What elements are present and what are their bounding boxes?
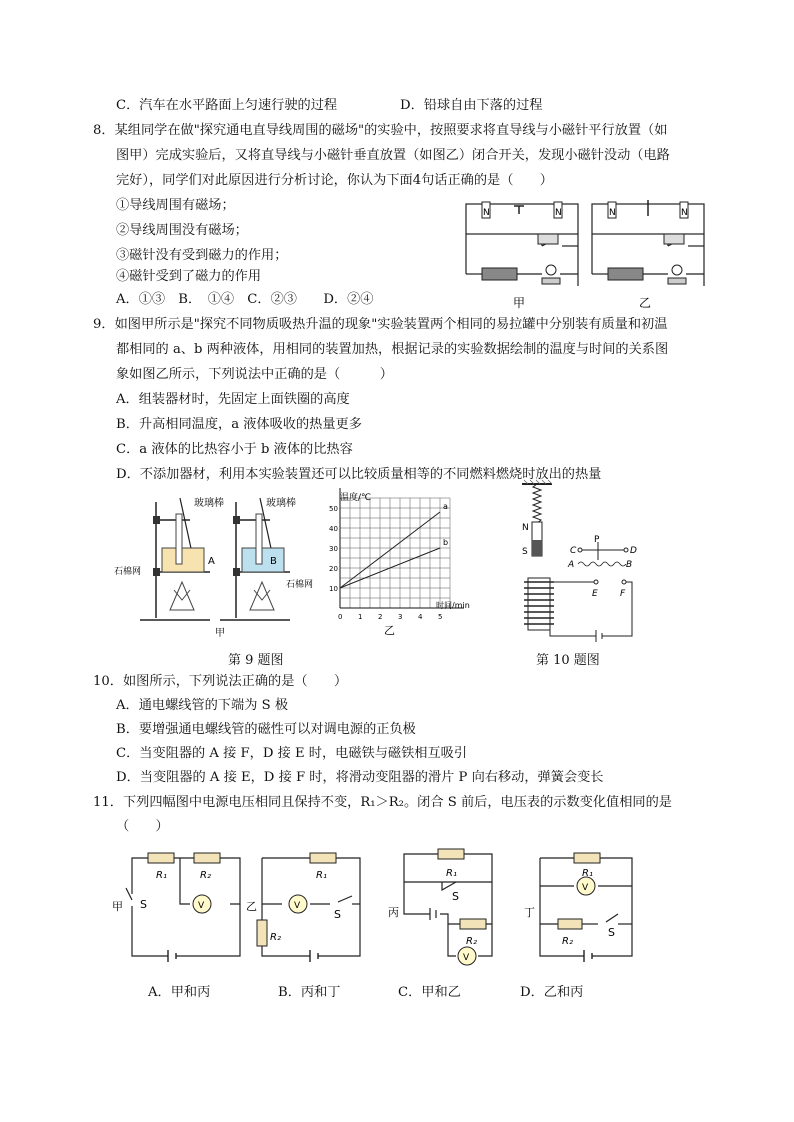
q9-temperature-time-chart bbox=[318, 488, 478, 638]
q11-yi-voltmeter: V bbox=[294, 901, 301, 911]
y-tick-label: 40 bbox=[329, 525, 338, 533]
q8-fig-yi-label: 乙 bbox=[639, 296, 652, 310]
q9-mesh-label-2: 石棉网 bbox=[286, 580, 314, 590]
q10-label-n: N bbox=[522, 523, 529, 533]
q9-stem-line1: 9．如图甲所示是"探究不同物质吸热升温的现象"实验装置两个相同的易拉罐中分别装有质量和初温 bbox=[93, 317, 668, 332]
q10-label-p: P bbox=[594, 535, 600, 545]
y-tick-label: 10 bbox=[329, 585, 338, 593]
q11-ding-r1: R₁ bbox=[582, 868, 593, 879]
q11-bing-r1: R₁ bbox=[446, 868, 457, 879]
q10-option-d: D．当变阻器的 A 接 E，D 接 F 时，将滑动变阻器的滑片 P 向右移动，弹簧会变长 bbox=[116, 770, 604, 785]
q9-rod-label-1: 玻璃棒 bbox=[194, 498, 224, 509]
q10-option-b: B．要增强通电螺线管的磁性可以对调电源的正负极 bbox=[116, 722, 416, 737]
q10-label-f: F bbox=[620, 589, 626, 599]
q11-ding-voltmeter: V bbox=[582, 883, 589, 893]
q11-option-b: B．丙和丁 bbox=[278, 985, 341, 1000]
q9-option-b: B．升高相同温度，a 液体吸收的热量更多 bbox=[116, 417, 362, 432]
q11-ding-switch: S bbox=[608, 926, 615, 939]
q8-stem-line3: 完好），同学们对此原因进行分析讨论，你认为下面4句话正确的是（ ） bbox=[116, 173, 553, 188]
y-tick-label: 20 bbox=[329, 565, 338, 573]
series-label-a: a bbox=[443, 502, 448, 511]
q11-stem-line2: （ ） bbox=[116, 819, 169, 834]
q7-option-d: D．铅球自由下落的过程 bbox=[400, 98, 543, 113]
q10-label-c: C bbox=[570, 546, 577, 556]
q8-statement-4: ④磁针受到了磁力的作用 bbox=[116, 269, 262, 284]
q9-fig-jia-label: 甲 bbox=[215, 628, 225, 639]
q11-option-d: D．乙和丙 bbox=[520, 985, 584, 1000]
q11-bing-r2: R₂ bbox=[466, 936, 477, 947]
q9-rod-label-2: 玻璃棒 bbox=[266, 498, 296, 509]
q11-label-jia: 甲 bbox=[112, 900, 123, 913]
q10-label-a: A bbox=[568, 560, 575, 570]
q8-stem-line1: 8．某组同学在做"探究通电直导线周围的磁场"的实验中，按照要求将直导线与小磁针平行放置（如 bbox=[93, 123, 668, 138]
q7-option-c: C．汽车在水平路面上匀速行驶的过程 bbox=[116, 98, 338, 113]
q11-jia-voltmeter: V bbox=[198, 901, 205, 911]
q9-option-d: D．不添加器材，利用本实验装置还可以比较质量相等的不同燃料燃烧时放出的热量 bbox=[116, 467, 602, 482]
x-tick-label: 0 bbox=[338, 613, 343, 621]
q10-label-e: E bbox=[592, 589, 598, 599]
q11-stem-line1: 11．下列四幅图中电源电压相同且保持不变，R₁＞R₂。闭合 S 前后，电压表的示数变化值相同的是 bbox=[93, 795, 672, 810]
chart-figure-label: 乙 bbox=[384, 624, 395, 637]
q10-caption: 第 10 题图 bbox=[536, 653, 600, 668]
x-tick-label: 5 bbox=[438, 613, 443, 621]
chart-tick-labels bbox=[329, 505, 442, 621]
x-tick-label: 4 bbox=[418, 613, 423, 621]
q8-yi-pole-n-left: N bbox=[609, 208, 616, 218]
q10-option-a: A．通电螺线管的下端为 S 极 bbox=[116, 698, 289, 713]
chart-grid bbox=[340, 498, 450, 608]
q11-label-yi: 乙 bbox=[246, 900, 257, 913]
q10-label-d: D bbox=[630, 546, 637, 556]
q8-statement-1: ①导线周围有磁场； bbox=[116, 198, 235, 213]
q9-stem-line3: 象如图乙所示，下列说法中正确的是（ ） bbox=[116, 367, 393, 382]
q9-stem-line2: 都相同的 a、b 两种液体，用相同的装置加热，根据记录的实验数据绘制的温度与时间的关系图 bbox=[116, 342, 669, 357]
y-tick-label: 50 bbox=[329, 505, 338, 513]
q11-yi-switch: S bbox=[334, 908, 341, 921]
chart-y-axis-label: 温度/℃ bbox=[340, 493, 372, 503]
q9-apparatus-figure bbox=[110, 490, 315, 640]
chart-x-axis-label: 时间/min bbox=[436, 601, 470, 610]
q9-mesh-label-1: 石棉网 bbox=[114, 567, 142, 577]
q11-jia-r1: R₁ bbox=[156, 870, 167, 881]
q8-statement-3: ③磁针没有受到磁力的作用； bbox=[116, 248, 288, 263]
x-tick-label: 2 bbox=[378, 613, 383, 621]
q11-option-a: A．甲和丙 bbox=[148, 985, 211, 1000]
q8-jia-pole-n-right: N bbox=[555, 208, 562, 218]
q9-option-c: C．a 液体的比热容小于 b 液体的比热容 bbox=[116, 442, 353, 457]
y-tick-label: 30 bbox=[329, 545, 338, 553]
q11-bing-switch: S bbox=[452, 890, 459, 903]
q10-option-c: C．当变阻器的 A 接 F，D 接 E 时，电磁铁与磁铁相互吸引 bbox=[116, 746, 468, 761]
q10-label-b: B bbox=[626, 560, 633, 570]
series-label-b: b bbox=[443, 538, 449, 547]
q9-liquid-a-label: A bbox=[208, 556, 215, 567]
q8-statement-2: ②导线周围没有磁场； bbox=[116, 223, 248, 238]
q11-yi-r2: R₂ bbox=[270, 932, 281, 943]
q11-ding-r2: R₂ bbox=[562, 936, 573, 947]
q8-circuit-figure bbox=[462, 196, 714, 314]
q10-label-s: S bbox=[522, 547, 528, 557]
q8-options: A．①③ B． ①④ C．②③ D．②④ bbox=[116, 292, 374, 307]
q11-jia-r2: R₂ bbox=[200, 870, 211, 881]
q11-yi-r1: R₁ bbox=[316, 870, 327, 881]
q9-option-a: A．组装器材时，先固定上面铁圈的高度 bbox=[116, 392, 350, 407]
q11-bing-voltmeter: V bbox=[463, 953, 470, 963]
q11-jia-switch: S bbox=[140, 898, 147, 911]
q11-option-c: C．甲和乙 bbox=[398, 985, 461, 1000]
q8-fig-jia-label: 甲 bbox=[513, 296, 526, 310]
x-tick-label: 1 bbox=[358, 613, 363, 621]
q10-electromagnet-figure bbox=[506, 478, 646, 643]
q9-caption: 第 9 题图 bbox=[228, 653, 284, 668]
q8-stem-line2: 图甲）完成实验后，又将直导线与小磁针垂直放置（如图乙）闭合开关，发现小磁针没动（电路 bbox=[116, 148, 670, 163]
q10-stem: 10．如图所示，下列说法正确的是（ ） bbox=[93, 674, 348, 689]
q8-yi-pole-n-right: N bbox=[681, 208, 688, 218]
q11-label-bing: 丙 bbox=[388, 906, 399, 919]
q11-label-ding: 丁 bbox=[524, 906, 535, 919]
x-tick-label: 3 bbox=[398, 613, 403, 621]
q8-jia-pole-n-left: N bbox=[483, 208, 490, 218]
q11-circuits-figure bbox=[112, 844, 652, 972]
chart-series bbox=[340, 502, 448, 588]
q9-liquid-b-label: B bbox=[270, 556, 277, 567]
